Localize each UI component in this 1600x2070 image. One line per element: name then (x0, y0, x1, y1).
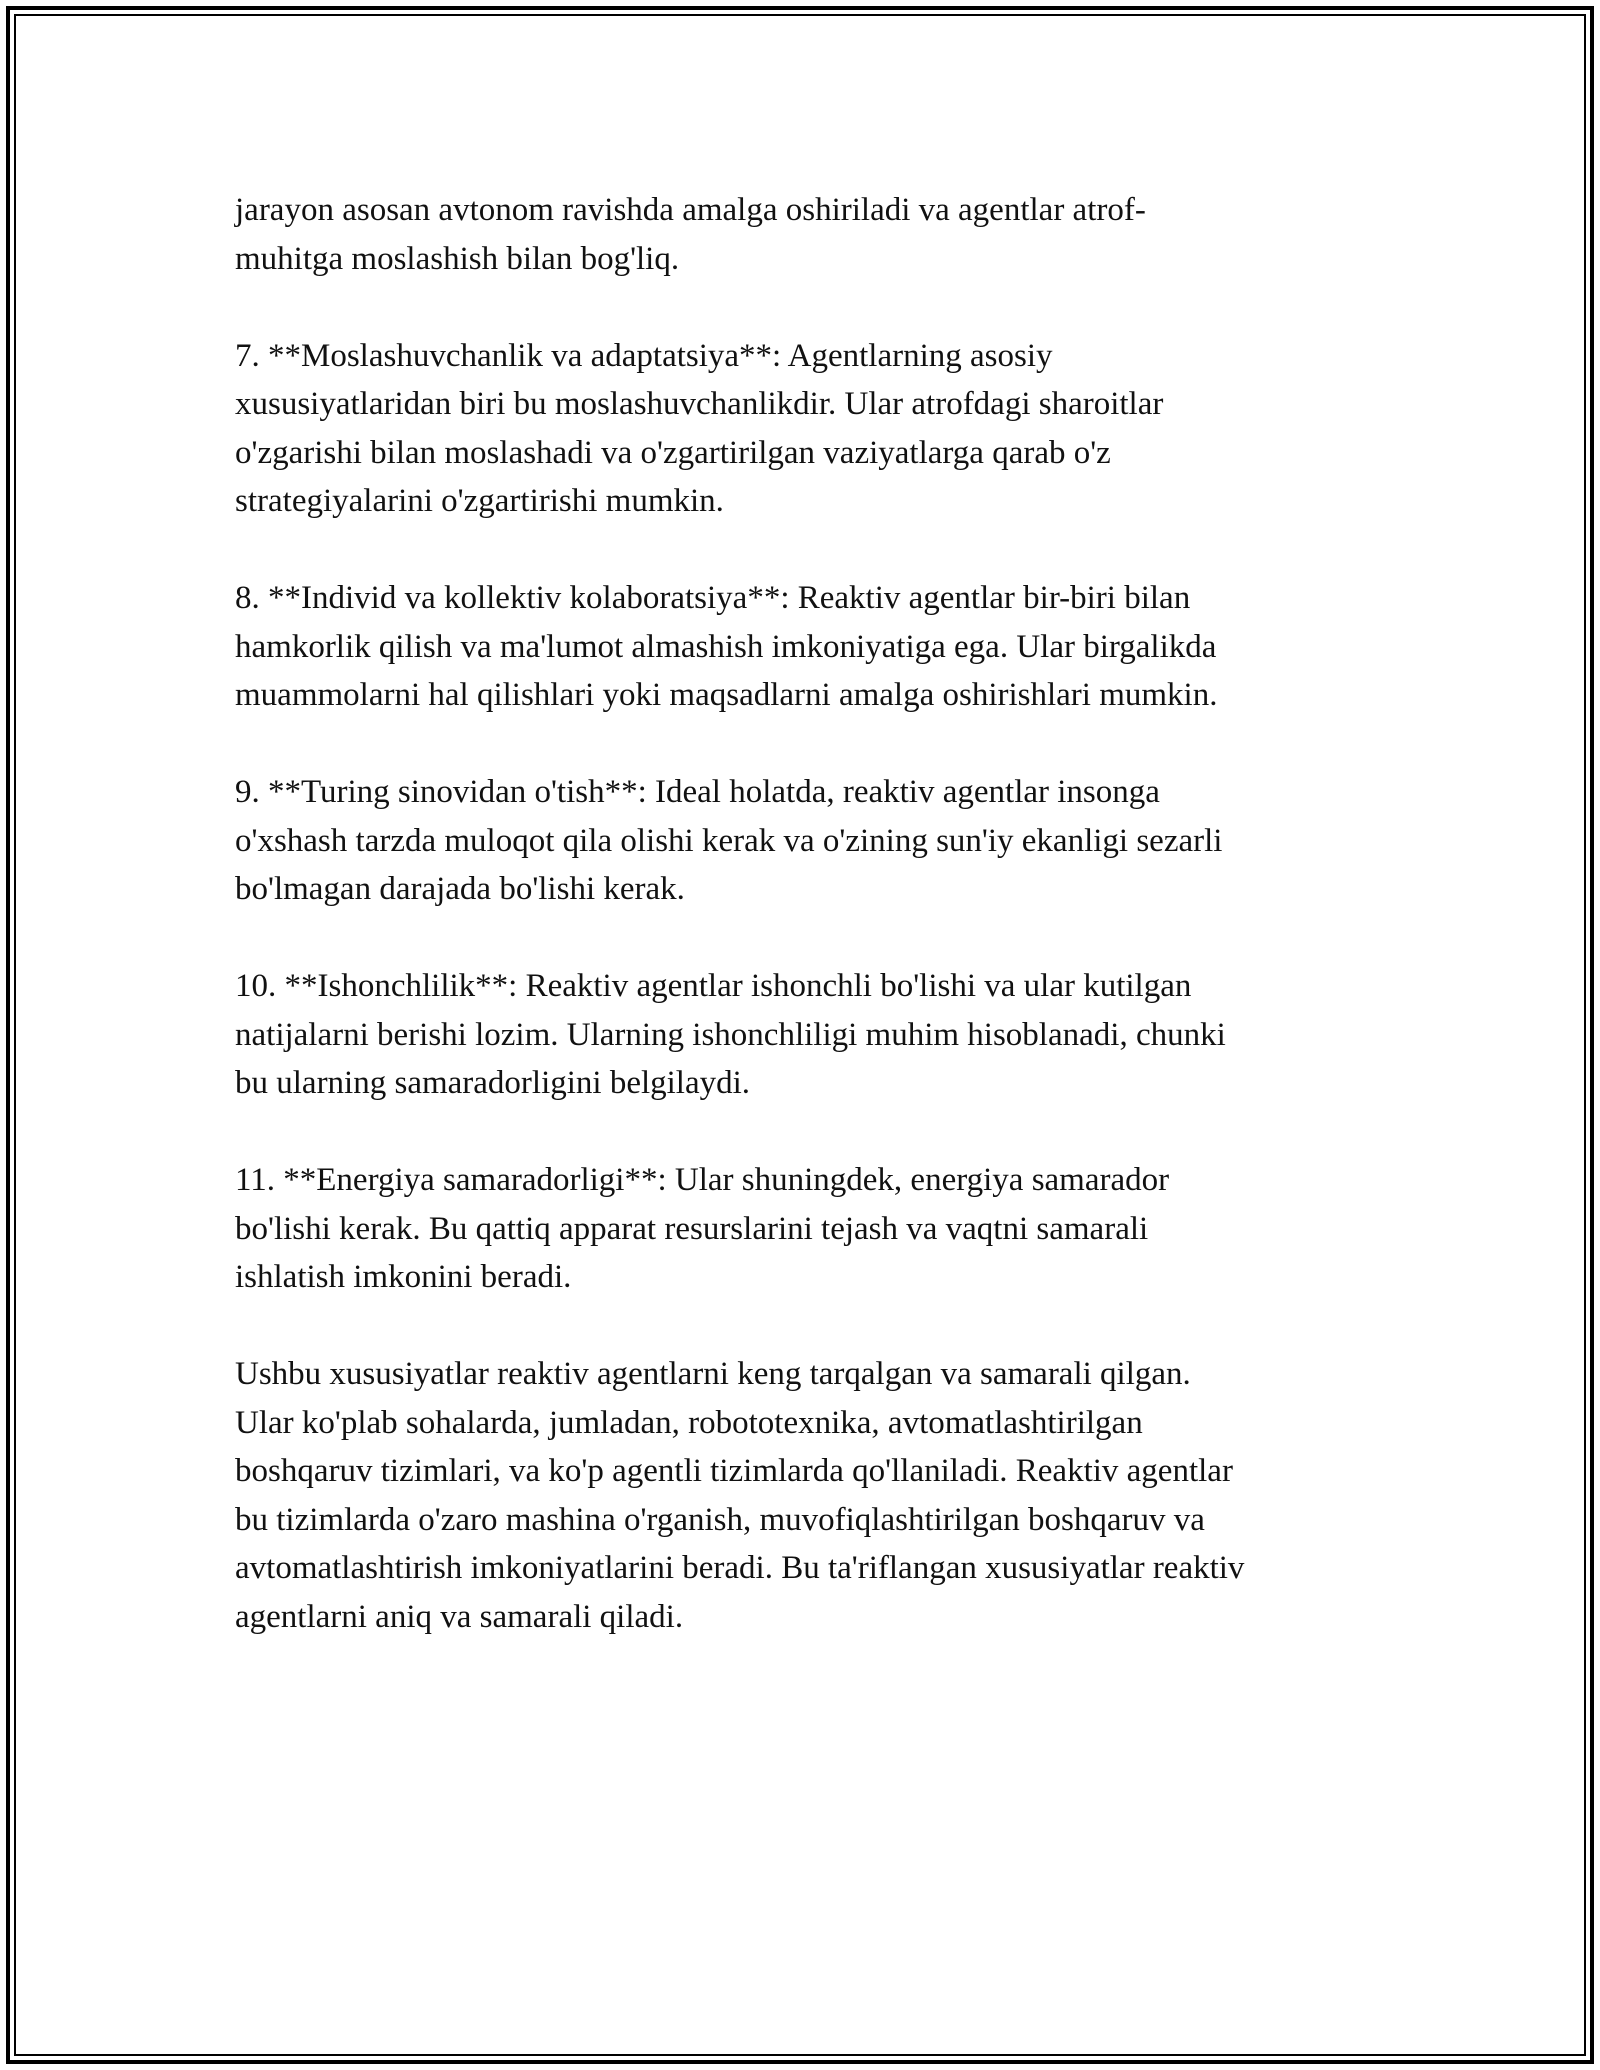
paragraph-item-9: 9. **Turing sinovidan o'tish**: Ideal holatda, reaktiv agentlar insonga o'xshash tarzda muloqot qila olishi kerak va o'zining sun'iy ekanligi sezarli bo'lmagan darajada bo'lishi kerak. (235, 774, 1223, 907)
paragraph-item-10: 10. **Ishonchlilik**: Reaktiv agentlar ishonchli bo'lishi va ular kutilgan natijalarni berishi lozim. Ularning ishonchliligi muhim hisoblanadi, chunki bu ularning samaradorligini belgilaydi. (235, 968, 1226, 1101)
paragraph-item-8: 8. **Individ va kollektiv kolaboratsiya**: Reaktiv agentlar bir-biri bilan hamkorlik qilish va ma'lumot almashish imkoniyatiga ega. Ular birgalikda muammolarni hal qilishlari yoki maqsadlarni amalga oshirishlari mumkin. (235, 580, 1218, 713)
paragraph-item-11: 11. **Energiya samaradorligi**: Ular shuningdek, energiya samarador bo'lishi kerak. Bu qattiq apparat resurslarini tejash va vaqtni samarali ishlatish imkonini beradi. (235, 1162, 1170, 1295)
paragraph-item-7: 7. **Moslashuvchanlik va adaptatsiya**: Agentlarning asosiy xususiyatlaridan biri bu moslashuvchanlikdir. Ular atrofdagi sharoitlar o'zgarishi bilan moslashadi va o'zgartirilgan vaziyatlarga qarab o'z strategiyalarini o'zgartirishi mumkin. (235, 337, 1164, 519)
paragraph-continuation: jarayon asosan avtonom ravishda amalga oshiriladi va agentlar atrof- muhitga moslashish bilan bog'liq. (235, 192, 1146, 277)
document-body (235, 186, 1385, 1690)
paragraph-conclusion: Ushbu xususiyatlar reaktiv agentlarni keng tarqalgan va samarali qilgan. Ular ko'plab sohalarda, jumladan, robototexnika, avtomatlashtirilgan boshqaruv tizimlari, va ko'p agentli tizimlarda qo'llaniladi. Reaktiv agentlar bu tizimlarda o'zaro mashina o'rganish, muvofiqlashtirilgan boshqaruv va avtomatlashtirish imkoniyatlarini beradi. Bu ta'riflangan xususiyatlar reaktiv agentlarni aniq va samarali qiladi. (235, 1356, 1245, 1635)
